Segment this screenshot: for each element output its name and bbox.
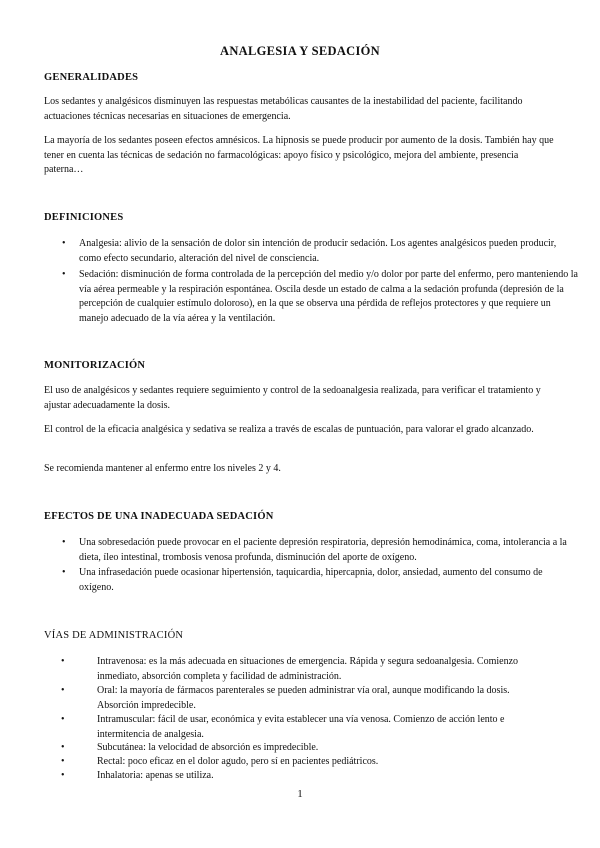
bullet-icon: • — [61, 685, 65, 696]
page-number: 1 — [297, 788, 303, 800]
heading-monitorizacion: MONITORIZACIÓN — [44, 360, 146, 371]
bullet-icon: • — [62, 269, 66, 280]
list-item — [61, 655, 547, 684]
via-intramuscular: Intramuscular: fácil de usar, económica y evita establecer una vía venosa. Comienzo de acción lento e intermitencia de analgesia. — [97, 714, 505, 740]
list-item — [61, 755, 547, 770]
paragraph-monitorizacion-3: Se recomienda mantener al enfermo entre los niveles 2 y 4. — [44, 463, 281, 474]
bullet-icon: • — [61, 742, 65, 753]
list-item — [62, 268, 579, 326]
via-inhalatoria: Inhalatoria: apenas se utiliza. — [97, 770, 214, 781]
paragraph-generalidades-1: Los sedantes y analgésicos disminuyen las respuestas metabólicas causantes de la inestabilidad del paciente, facilitando actuaciones técnicas necesarias en situaciones de emergencia. — [44, 96, 523, 122]
definicion-sedacion: Sedación: disminución de forma controlada de la percepción del medio y/o dolor por parte del enfermo, pero manteniendo la vía aérea permeable y la respiración espontánea. Oscila desde un estado de calma a la sedación profunda (depresión de la percepción de cualquier estímulo doloroso), en la que se observa una pérdida de reflejos protectores y que requiere un manejo adecuado de la vía aérea y la ventilación. — [79, 269, 578, 324]
bullet-icon: • — [61, 756, 65, 767]
via-intravenosa: Intravenosa: es la más adecuada en situaciones de emergencia. Rápida y segura sedoanalgesia. Comienzo inmediato, absorción completa y facilidad de administración. — [97, 656, 519, 682]
list-item — [61, 684, 547, 713]
bullet-icon: • — [61, 770, 65, 781]
efecto-infrasedacion: Una infrasedación puede ocasionar hipertensión, taquicardia, hipercapnia, dolor, ansiedad, aumento del consumo de oxígeno. — [79, 567, 543, 593]
list-item — [62, 566, 579, 595]
heading-generalidades: GENERALIDADES — [44, 72, 139, 83]
paragraph-monitorizacion-2: El control de la eficacia analgésica y sedativa se realiza a través de escalas de puntuación, para valorar el grado alcanzado. — [44, 424, 534, 435]
heading-definiciones: DEFINICIONES — [44, 212, 124, 223]
bullet-icon: • — [62, 238, 66, 249]
heading-vias: VÍAS DE ADMINISTRACIÓN — [44, 630, 184, 641]
via-rectal: Rectal: poco eficaz en el dolor agudo, pero sí en pacientes pediátricos. — [97, 756, 379, 767]
list-item — [61, 713, 547, 742]
via-oral: Oral: la mayoría de fármacos parenterales se pueden administrar vía oral, aunque modificando la dosis. Absorción impredecible. — [97, 685, 510, 711]
heading-efectos: EFECTOS DE UNA INADECUADA SEDACIÓN — [44, 511, 274, 522]
bullet-icon: • — [62, 537, 66, 548]
efecto-sobresedacion: Una sobresedación puede provocar en el paciente depresión respiratoria, depresión hemodinámica, coma, intolerancia a la dieta, íleo intestinal, trombosis venosa profunda, disminución del aporte de oxígeno. — [79, 537, 567, 563]
document-title: ANALGESIA Y SEDACIÓN — [220, 44, 380, 58]
bullet-icon: • — [62, 567, 66, 578]
paragraph-monitorizacion-1: El uso de analgésicos y sedantes requiere seguimiento y control de la sedoanalgesia realizada, para verificar el tratamiento y ajustar adecuadamente la dosis. — [44, 385, 541, 411]
bullet-icon: • — [61, 656, 65, 667]
list-item — [61, 769, 547, 784]
bullet-icon: • — [61, 714, 65, 725]
paragraph-generalidades-2: La mayoría de los sedantes poseen efectos amnésicos. La hipnosis se puede producir por aumento de la dosis. También hay que tener en cuenta las técnicas de sedación no farmacológicas: apoyo físico y psicológico, mejora del ambiente, presencia paterna… — [44, 135, 554, 175]
definicion-analgesia: Analgesia: alivio de la sensación de dolor sin intención de producir sedación. Los agentes analgésicos pueden producir, como efecto secundario, alteración del nivel de consciencia. — [79, 238, 557, 264]
via-subcutanea: Subcutánea: la velocidad de absorción es impredecible. — [97, 742, 319, 753]
list-item — [62, 536, 579, 565]
list-item — [61, 741, 547, 756]
list-item — [62, 237, 579, 266]
